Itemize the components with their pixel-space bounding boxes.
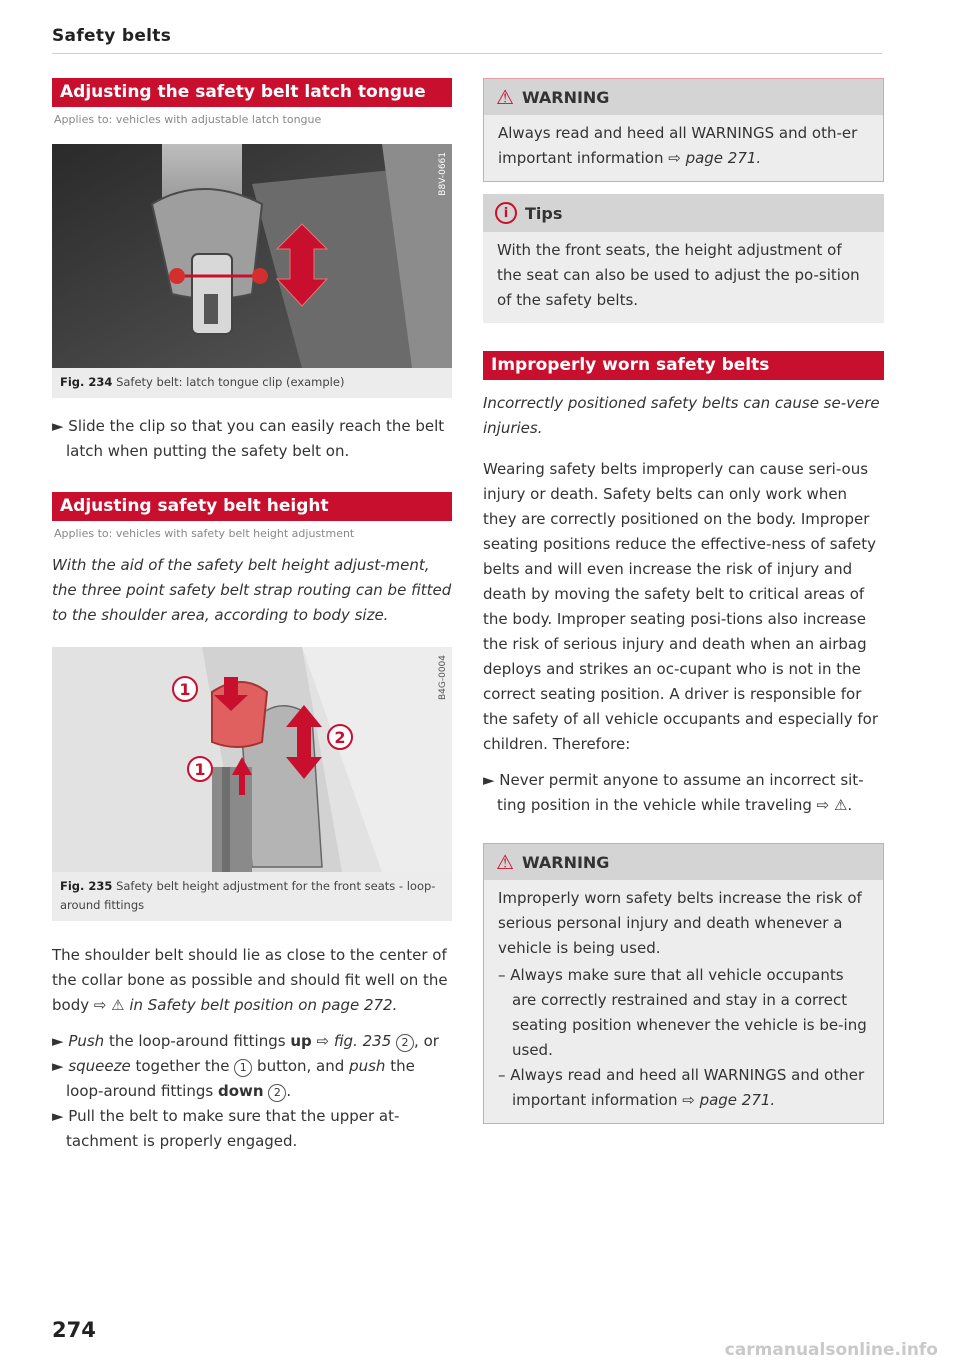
bullet-text: together the [135, 1057, 230, 1075]
figure-235 [52, 647, 452, 872]
figure-marker-1-lower: 1 [194, 760, 206, 779]
warning-text: Improperly worn safety belts increase the risk of serious personal injury and death whenever a vehicle is being used. [498, 889, 862, 957]
warning-box [483, 78, 884, 182]
tips-body: With the front seats, the height adjustment of the seat can also be used to adjust the po-sition of the safety belts. [483, 232, 884, 323]
applies-to-note: Applies to: vehicles with adjustable latch tongue [54, 113, 322, 126]
left-column [52, 78, 452, 1154]
instruction-bullet: ► Never permit anyone to assume an incorrect sit-ting position in the vehicle while traveling ⇨ ⚠. [483, 771, 864, 814]
tips-header [483, 194, 884, 232]
emphasis: down [217, 1082, 264, 1100]
figure-label: Fig. 234 [60, 375, 113, 389]
figure-marker-2: 2 [334, 728, 346, 747]
paragraph-text: The shoulder belt should lie as close to the center of the collar bone as possible and should fit well on the body [52, 946, 448, 1014]
section-heading-improper-belts: Improperly worn safety belts [483, 351, 884, 380]
callout-1: 1 [234, 1059, 252, 1077]
warning-box [483, 843, 884, 1124]
callout-2: 2 [396, 1034, 414, 1052]
intro-text: Incorrectly positioned safety belts can cause se-vere injuries. [483, 394, 880, 437]
page-number: 274 [52, 1318, 96, 1342]
instruction-bullet-push: ► Push the loop-around fittings up ⇨ fig. 235 2 , or [52, 1032, 439, 1050]
intro-text: With the aid of the safety belt height adjust-ment, the three point safety belt strap routing can be fitted to the shoulder area, according to body size. [52, 556, 452, 624]
figure-234 [52, 144, 452, 368]
page-reference-link[interactable]: ⇨ page 271. [668, 149, 762, 167]
info-icon: i [495, 202, 517, 224]
figure-235-caption [52, 872, 452, 921]
instruction-bullet-pull: ► Pull the belt to make sure that the upper at-tachment is properly engaged. [52, 1107, 400, 1150]
emphasis: up [290, 1032, 312, 1050]
caption-text: Safety belt: latch tongue clip (example) [116, 375, 345, 389]
verb: push [349, 1057, 386, 1075]
caption-text: Safety belt height adjustment for the front seats - loop-around fittings [60, 879, 436, 912]
body-paragraph: Wearing safety belts improperly can cause seri-ous injury or death. Safety belts can only work when they are correctly positioned on the body. Improper seating positions reduce the effective-ness of safety belts and will even increase the risk of injury and death by moving the safety belt to critical areas of the body. Improper seating posi-tions also increase the risk of serious injury and death when an airbag deploys and strikes an oc-cupant who is not in the correct seating position. A driver is responsible for the safety of all vehicle occupants and especially for children. Therefore: [483, 460, 878, 753]
watermark: carmanualsonline.info [724, 1340, 938, 1360]
header-divider [52, 53, 882, 54]
verb: Push [68, 1032, 105, 1050]
instruction-bullet: ► Slide the clip so that you can easily reach the belt latch when putting the safety belt on. [52, 417, 445, 460]
tips-title: Tips [525, 203, 563, 223]
warning-triangle-icon: ⚠ [496, 850, 514, 874]
bullet-text: the loop-around fittings [66, 1057, 415, 1100]
bullet-text: button, and [257, 1057, 345, 1075]
tips-box [483, 194, 884, 323]
body-paragraph [52, 943, 452, 1018]
warning-triangle-icon: ⚠ [496, 85, 514, 109]
page-header-title: Safety belts [52, 26, 172, 46]
callout-2: 2 [268, 1084, 286, 1102]
warning-body [484, 880, 883, 1123]
applies-to-note: Applies to: vehicles with safety belt height adjustment [54, 527, 355, 540]
figure-label: Fig. 235 [60, 879, 113, 893]
verb: squeeze [68, 1057, 131, 1075]
instruction-bullet-squeeze: ► squeeze together the 1 button, and push the loop-around fittings down 2 . [52, 1057, 415, 1100]
right-column [483, 78, 884, 1124]
warning-header [484, 79, 883, 115]
warning-body [484, 115, 883, 181]
section-heading-belt-height: Adjusting safety belt height [52, 492, 452, 521]
warning-header [484, 844, 883, 880]
height-adjust-illustration [52, 647, 452, 872]
figure-code: B8V-0661 [438, 152, 448, 196]
warning-title: WARNING [521, 87, 610, 107]
latch-tongue-illustration [52, 144, 452, 368]
bullet-text: , or [414, 1032, 439, 1050]
figure-234-caption [52, 368, 452, 398]
figure-code: B4G-0004 [438, 655, 448, 701]
page-reference-link[interactable]: ⇨ page 271. [682, 1091, 776, 1109]
warning-text: Always read and heed all WARNINGS and oth-er important information [498, 124, 858, 167]
warning-title: WARNING [521, 852, 610, 872]
figure-reference-link[interactable]: ⇨ fig. 235 [316, 1032, 392, 1050]
bullet-text: the loop-around fittings [108, 1032, 286, 1050]
section-heading-latch-tongue: Adjusting the safety belt latch tongue [52, 78, 452, 107]
list-item-text: – Always read and heed all WARNINGS and other important information [498, 1066, 865, 1109]
cross-reference-link[interactable]: ⇨ ⚠ in Safety belt position on page 272. [93, 996, 398, 1014]
warning-list-item [498, 1063, 869, 1113]
warning-list-item: – Always make sure that all vehicle occupants are correctly restrained and stay in a correct seating position whenever the vehicle is be-ing used. [498, 966, 867, 1059]
figure-marker-1: 1 [179, 680, 191, 699]
